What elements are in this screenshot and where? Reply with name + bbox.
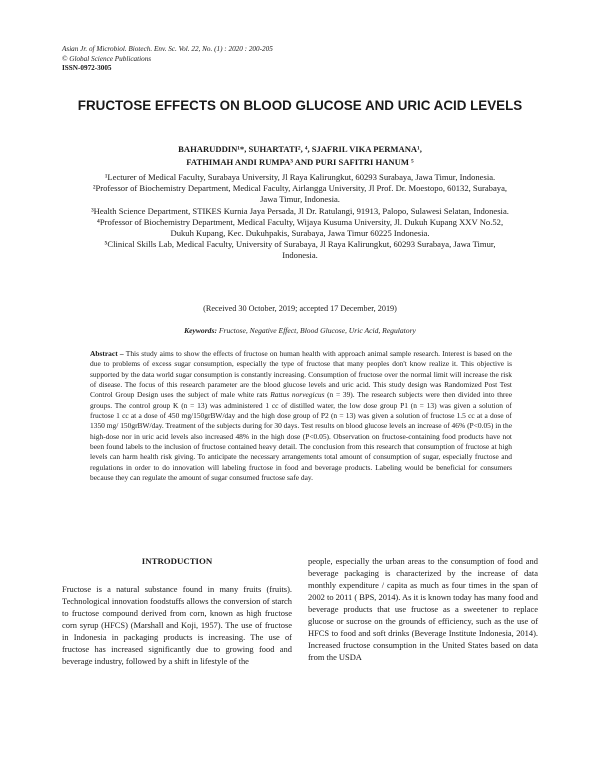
received-dates: (Received 30 October, 2019; accepted 17 December, 2019)	[203, 304, 397, 313]
journal-header	[62, 45, 273, 74]
body-column-right	[308, 555, 538, 663]
affiliation-4: ⁴Professor of Biochemistry Department, Medical Faculty, Wijaya Kusuma University, Jl. Dukuh Kupang XXV No.52, Dukuh Kupang, Kec. Dukuhpakis, Surabaya, Jawa Timur 60225 Indonesia.	[96, 216, 504, 239]
affiliation-5: ⁵Clinical Skills Lab, Medical Faculty, University of Surabaya, Jl Raya Kalirungkut, 60293 Surabaya, Jawa Timur, Indonesia.	[104, 239, 496, 261]
section-heading-introduction: INTRODUCTION	[141, 556, 213, 566]
body-column-left	[62, 555, 292, 667]
author-list	[100, 143, 500, 169]
affiliation-2: ²Professor of Biochemistry Department, Medical Faculty, Airlangga University, Jl Prof. Dr. Moestopo, 60132, Surabaya, Jawa Timur, Indonesia.	[92, 183, 508, 205]
abstract-label: Abstract –	[90, 349, 124, 358]
abstract	[90, 349, 512, 483]
affiliation-1: ¹Lecturer of Medical Faculty, Surabaya University, Jl Raya Kalirungkut, 60293 Surabaya, Jawa Timur, Indonesia.	[104, 172, 496, 182]
affiliations	[90, 172, 510, 262]
author-line-1: BAHARUDDIN¹*, SUHARTATI², ⁴, SJAFRIL VIKA PERMANA¹,	[178, 144, 422, 154]
issn: ISSN-0972-3005	[62, 64, 112, 73]
abstract-text-a: This study aims to show the effects of fructose on human health with approach animal sample research. Interest is based on the due to problems of excess sugar consumption, especially the type of fructose that many peoples don't know realize it. This objective is supported by the data world sugar consumption is constantly increasing. Consumption of fructose over the normal limit will increase the risk of disease. The focus of this research parameter are the blood glucose levels and uric acid. This study design was Randomized Post Test Control Group Design uses the subject of male white rats	[90, 349, 512, 400]
copyright-line: © Global Science Publications	[62, 54, 152, 63]
abstract-text-b: (n = 39). The research subjects were then divided into three groups. The control group K (n = 13) was administered 1 cc of distilled water, the low dose group P1 (n = 13) was given a solution of fructose 1 cc at a dose of 450 mg/150grBW/day and the high dose group of P2 (n = 13) was given a solution of fructose 1.5 cc at a dose of 1350 mg/ 150grBW/day. Treatment of the subjects during for 30 days. Test results on blood glucose levels an increase of 46% (P<0.05) in the high-dose nor in uric acid levels also increased 48% in the high dose (P<0.05). Observation on fructose-containing food products have not been found labels to the inclusion of fructose contained heavy detail. The conclusion from this research that consumption of fructose at high levels can harm health risk giving. To anticipate the necessary arrangements total amount of consumption of sugar, especially fructose and regulations in order to do innovation will labeling fructose in food and beverage products. Labeling would be beneficial for consumers because they can regulate the amount of sugar consumed fructose safe day.	[90, 390, 512, 483]
journal-citation: Asian Jr. of Microbiol. Biotech. Env. Sc. Vol. 22, No. (1) : 2020 : 200-205	[62, 45, 273, 53]
intro-paragraph-left: Fructose is a natural substance found in many fruits (fruits). Technological innovation foodstuffs allows the conversion of starch to fructose compound derived from corn, known as high fructose corn syrup (HFCS) (Marshall and Koji, 1957). The use of fructose in Indonesia in packaging products is increasing. The use of fructose has increased significantly due to growing food and beverage industry, followed by a shift in lifestyle of the	[62, 584, 292, 667]
intro-paragraph-right: people, especially the urban areas to the consumption of food and beverage packaging is characterized by the increase of data monthly expenditure / capita as much as four times in the span of 2002 to 2011 ( BPS, 2014). As it is known today has many food and beverage products that use fructose as a sweetener to replace glucose or sucrose on the grounds of efficiency, such as the use of HFCS to food and soft drinks (Beverage Institute Indonesia, 2014). Increased fructose consumption in the United States based on data from the USDA	[308, 556, 538, 663]
author-line-2: FATHIMAH ANDI RUMPA³ AND PURI SAFITRI HANUM ⁵	[186, 157, 414, 167]
affiliation-3: ³Health Science Department, STIKES Kurnia Jaya Persada, Jl Dr. Ratulangi, 91913, Palopo, Sulawesi Selatan, Indonesia.	[91, 205, 509, 216]
paper-title: FRUCTOSE EFFECTS ON BLOOD GLUCOSE AND URIC ACID LEVELS	[77, 98, 523, 113]
keywords-label: Keywords:	[184, 326, 217, 335]
abstract-species: Rattus norvegicus	[270, 390, 325, 400]
keywords-text: Fructose, Negative Effect, Blood Glucose, Uric Acid, Regulatory	[218, 326, 416, 335]
keywords	[70, 326, 530, 335]
